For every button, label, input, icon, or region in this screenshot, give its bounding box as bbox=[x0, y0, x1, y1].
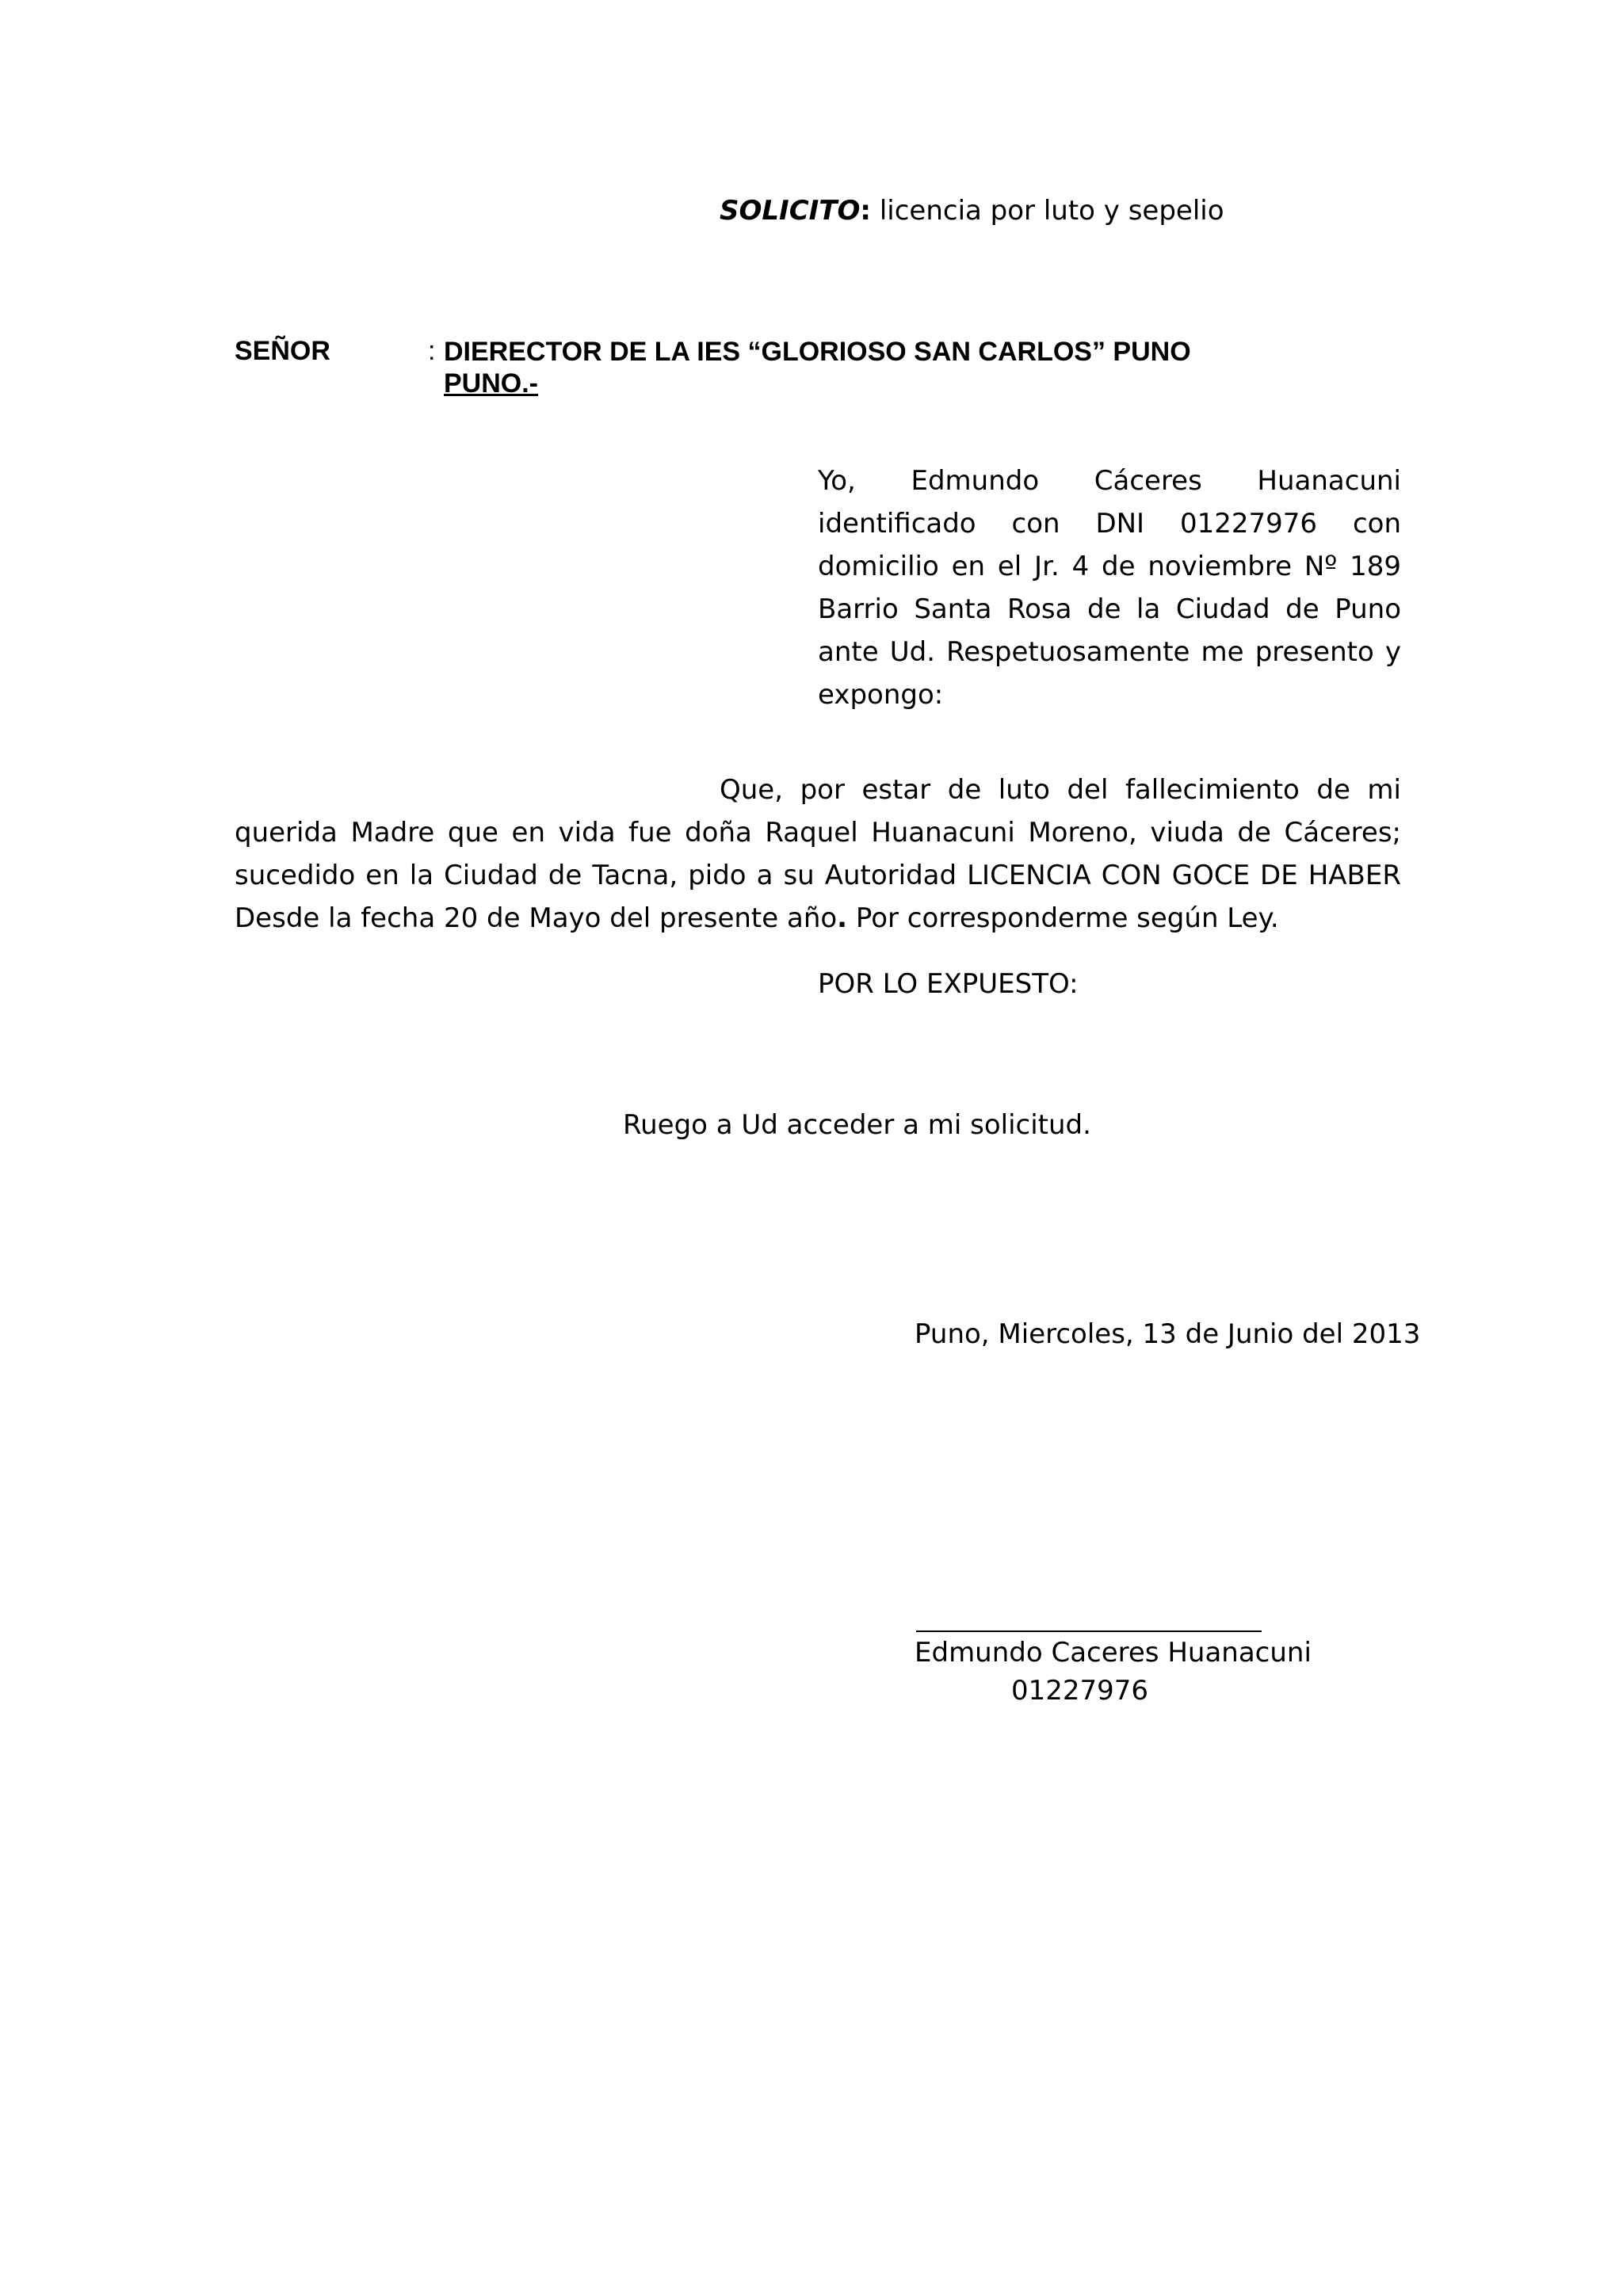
signature-dni: 01227976 bbox=[1011, 1675, 1149, 1707]
subject-colon: : bbox=[860, 195, 872, 227]
closing-lead: POR LO EXPUESTO: bbox=[818, 968, 1079, 1000]
addressee-colon: : bbox=[428, 336, 436, 366]
subject-text: licencia por luto y sepelio bbox=[871, 195, 1224, 227]
date-line: Puno, Miercoles, 13 de Junio del 2013 bbox=[915, 1318, 1421, 1350]
body-text-part2: Por corresponderme según Ley. bbox=[847, 902, 1279, 934]
body-paragraph bbox=[235, 769, 1401, 940]
addressee-label: SEÑOR bbox=[235, 336, 330, 366]
signature-name: Edmundo Caceres Huanacuni bbox=[915, 1637, 1312, 1669]
addressee-line2: PUNO.- bbox=[444, 368, 538, 399]
subject-keyword: SOLICITO bbox=[720, 195, 861, 227]
request-line: Ruego a Ud acceder a mi solicitud. bbox=[623, 1109, 1091, 1141]
intro-paragraph: Yo, Edmundo Cáceres Huanacuni identificado con DNI 01227976 con domicilio en el Jr. 4 de noviembre Nº 189 Barrio Santa Rosa de la Ciudad de Puno ante Ud. Respetuosamente me presento y expongo: bbox=[818, 465, 1401, 711]
body-period: . bbox=[837, 902, 848, 934]
subject-line bbox=[720, 195, 1224, 227]
signature-line bbox=[916, 1630, 1262, 1632]
addressee-line1: DIERECTOR DE LA IES “GLORIOSO SAN CARLOS” PUNO bbox=[444, 337, 1191, 367]
body-text-part1: Que, por estar de luto del fallecimiento de mi querida Madre que en vida fue doña Raquel Huanacuni Moreno, viuda de Cáceres; sucedido en la Ciudad de Tacna, pido a su Autoridad LICENCIA CON GOCE DE HABER Desde la fecha 20 de Mayo del presente año bbox=[235, 774, 1401, 934]
addressee-recipient bbox=[444, 336, 1191, 399]
